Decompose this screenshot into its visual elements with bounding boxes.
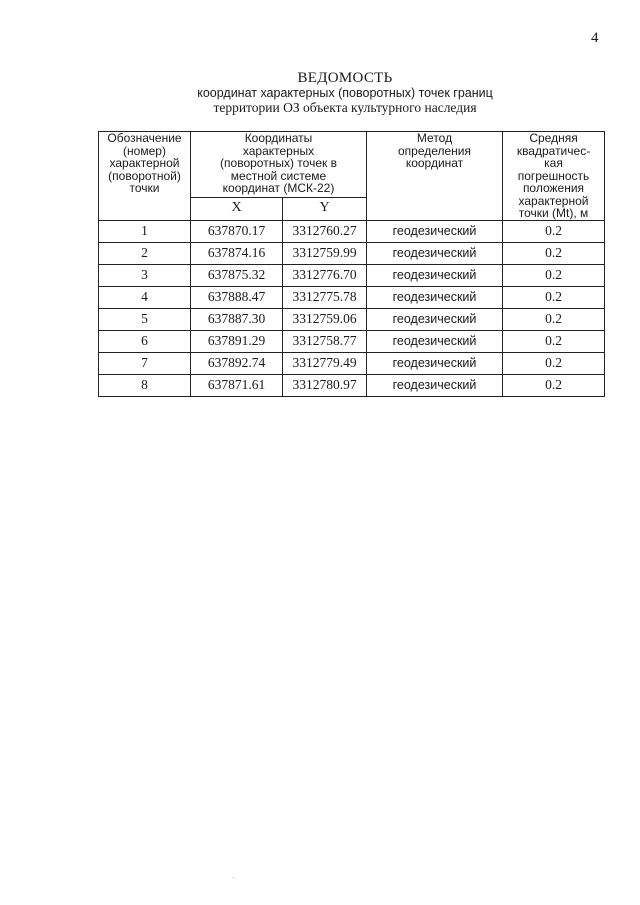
cell-point-number: 3 bbox=[99, 264, 191, 286]
header-error bbox=[503, 132, 605, 221]
table-row bbox=[99, 374, 605, 396]
cell-x: 637875.32 bbox=[191, 264, 283, 286]
cell-y: 3312760.27 bbox=[283, 220, 367, 242]
cell-point-number: 5 bbox=[99, 308, 191, 330]
cell-y: 3312759.99 bbox=[283, 242, 367, 264]
cell-error: 0.2 bbox=[503, 374, 605, 396]
table-row bbox=[99, 264, 605, 286]
header-x: X bbox=[191, 197, 283, 220]
coordinates-table bbox=[98, 131, 605, 397]
header-designation-line: Обозначение bbox=[107, 131, 182, 145]
cell-method: геодезический bbox=[367, 286, 503, 308]
header-method-line: координат bbox=[405, 156, 464, 170]
cell-method: геодезический bbox=[367, 242, 503, 264]
cell-x: 637887.30 bbox=[191, 308, 283, 330]
document-header bbox=[0, 71, 640, 115]
page-number: 4 bbox=[591, 30, 599, 46]
header-method bbox=[367, 132, 503, 221]
header-error-line: погрешность bbox=[517, 168, 590, 183]
header-coordinates-line: местной системе bbox=[230, 168, 327, 183]
cell-x: 637871.61 bbox=[191, 374, 283, 396]
cell-method: геодезический bbox=[367, 374, 503, 396]
cell-method: геодезический bbox=[367, 352, 503, 374]
header-coordinates-line: Координаты bbox=[244, 131, 313, 145]
footer-mark: . bbox=[232, 871, 234, 880]
cell-y: 3312779.49 bbox=[283, 352, 367, 374]
table-row bbox=[99, 330, 605, 352]
header-coordinates-line: (поворотных) точек в bbox=[220, 156, 337, 170]
cell-method: геодезический bbox=[367, 264, 503, 286]
header-error-line: точки (Mt), м bbox=[518, 206, 589, 220]
header-designation-line: характерной bbox=[109, 156, 180, 170]
cell-error: 0.2 bbox=[503, 264, 605, 286]
header-method-line: Метод bbox=[416, 131, 453, 145]
header-designation-line: точки bbox=[129, 181, 160, 195]
cell-x: 637870.17 bbox=[191, 220, 283, 242]
header-coordinates-line: координат (МСК-22) bbox=[222, 181, 335, 195]
header-error-line: положения bbox=[522, 181, 585, 195]
cell-point-number: 4 bbox=[99, 286, 191, 308]
cell-error: 0.2 bbox=[503, 308, 605, 330]
header-method-line: определения bbox=[397, 143, 472, 158]
cell-point-number: 8 bbox=[99, 374, 191, 396]
table-row bbox=[99, 220, 605, 242]
cell-y: 3312759.06 bbox=[283, 308, 367, 330]
cell-x: 637874.16 bbox=[191, 242, 283, 264]
table-row bbox=[99, 242, 605, 264]
cell-point-number: 7 bbox=[99, 352, 191, 374]
cell-error: 0.2 bbox=[503, 242, 605, 264]
cell-y: 3312775.78 bbox=[283, 286, 367, 308]
cell-point-number: 6 bbox=[99, 330, 191, 352]
cell-x: 637892.74 bbox=[191, 352, 283, 374]
header-error-line: Средняя bbox=[529, 131, 578, 145]
table-row bbox=[99, 308, 605, 330]
cell-error: 0.2 bbox=[503, 220, 605, 242]
document-subtitle-line-1: координат характерных (поворотных) точек границ bbox=[197, 86, 493, 100]
cell-error: 0.2 bbox=[503, 286, 605, 308]
cell-y: 3312776.70 bbox=[283, 264, 367, 286]
header-y: Y bbox=[283, 197, 367, 220]
header-coordinates bbox=[191, 132, 367, 198]
header-designation-line: (номер) bbox=[123, 143, 166, 158]
header-error-line: характерной bbox=[518, 193, 589, 208]
table-row bbox=[99, 352, 605, 374]
cell-x: 637891.29 bbox=[191, 330, 283, 352]
table-header-row bbox=[99, 132, 605, 198]
cell-point-number: 1 bbox=[99, 220, 191, 242]
cell-x: 637888.47 bbox=[191, 286, 283, 308]
header-designation-line: (поворотной) bbox=[108, 168, 181, 183]
cell-error: 0.2 bbox=[503, 352, 605, 374]
header-error-line: кая bbox=[544, 156, 563, 170]
cell-y: 3312758.77 bbox=[283, 330, 367, 352]
cell-method: геодезический bbox=[367, 308, 503, 330]
header-coordinates-line: характерных bbox=[242, 143, 315, 158]
cell-y: 3312780.97 bbox=[283, 374, 367, 396]
document-title: ВЕДОМОСТЬ bbox=[297, 70, 393, 86]
header-designation bbox=[99, 132, 191, 221]
header-error-line: квадратичес- bbox=[516, 143, 591, 158]
table-row bbox=[99, 286, 605, 308]
cell-method: геодезический bbox=[367, 220, 503, 242]
cell-error: 0.2 bbox=[503, 330, 605, 352]
cell-point-number: 2 bbox=[99, 242, 191, 264]
cell-method: геодезический bbox=[367, 330, 503, 352]
document-subtitle-line-2: территории ОЗ объекта культурного наследия bbox=[213, 100, 477, 115]
